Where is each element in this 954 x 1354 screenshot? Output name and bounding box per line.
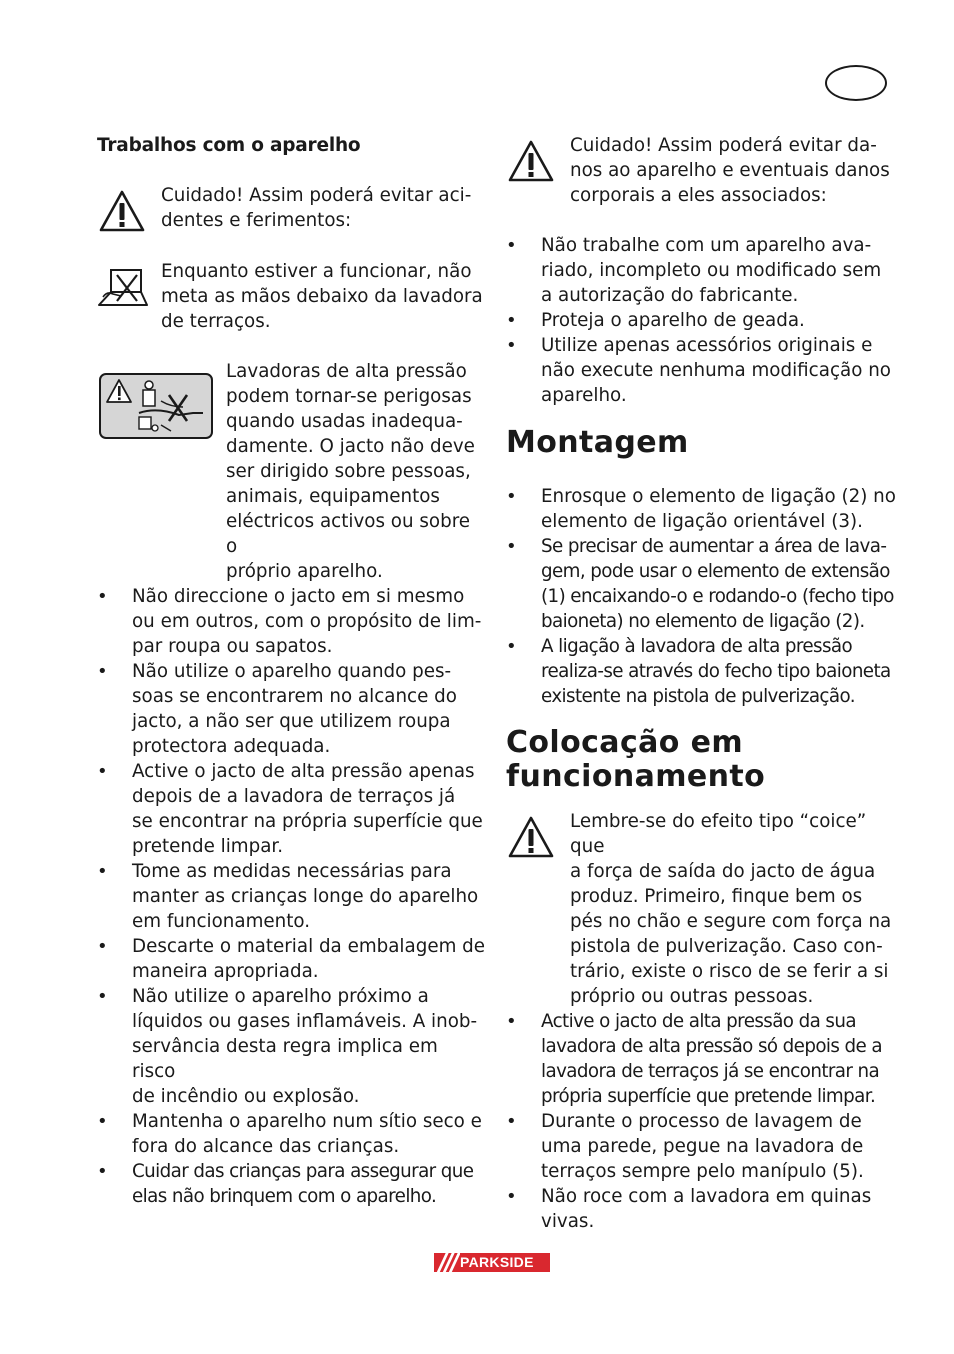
list-item: • Active o jacto de alta pressão apenas depois de a lavadora de terraços já se encontrar na própria superfície que pretende limpar. (97, 759, 487, 859)
list-item: • Enrosque o elemento de ligação (2) no elemento de ligação orientável (3). (506, 484, 896, 534)
recoil-warning-text: Lembre-se do efeito tipo “coice” que a força de saída do jacto de água produz. Primeiro, finque bem os pés no chão e segure com força na pistola de pulverização. Caso con- trário, existe o risco de se ferir a si próprio ou outras pessoas. (570, 811, 892, 1007)
list-item: • Não trabalhe com um aparelho ava- riado, incompleto ou modificado sem a autorização do fabricante. (506, 233, 896, 308)
list-item: • Cuidar das crianças para assegurar que elas não brinquem com o aparelho. (97, 1159, 487, 1209)
list-item: • Mantenha o aparelho num sítio seco e fora do alcance das crianças. (97, 1109, 487, 1159)
no-hands-under-icon (97, 267, 149, 309)
list-item: • Tome as medidas necessárias para manter as crianças longe do aparelho em funcionamento. (97, 859, 487, 934)
section-subheading: Trabalhos com o aparelho (97, 135, 361, 156)
warning-triangle-icon (507, 815, 555, 859)
device-care-list (506, 233, 896, 408)
colocacao-list (506, 1009, 896, 1234)
list-item: • Não direccione o jacto em si mesmo ou em outros, com o propósito de lim- par roupa ou sapatos. (97, 584, 487, 659)
list-item: • A ligação à lavadora de alta pressão realiza-se através do fecho tipo baioneta existente na pistola de pulverização. (506, 634, 896, 709)
list-item: • Durante o processo de lavagem de uma parede, pegue na lavadora de terraços sempre pelo manípulo (5). (506, 1109, 896, 1184)
list-item: • Não utilize o aparelho próximo a líquidos ou gases inflamáveis. A inob- servância desta regra implica em risco de incêndio ou explosão. (97, 984, 487, 1109)
list-item: • Utilize apenas acessórios originais e não execute nenhuma modificação no aparelho. (506, 333, 896, 408)
list-item: • Não roce com a lavadora em quinas vivas. (506, 1184, 896, 1234)
montagem-list (506, 484, 896, 709)
accident-warning-text: Cuidado! Assim poderá evitar aci- dentes e ferimentos: (161, 185, 472, 231)
list-item: • Se precisar de aumentar a área de lava- gem, pode usar o elemento de extensão (1) encaixando-o e rodando-o (fecho tipo baioneta) no elemento de ligação (2). (506, 534, 896, 634)
logo-stripes-icon (434, 1253, 460, 1272)
high-pressure-warning-text: Lavadoras de alta pressão podem tornar-se perigosas quando usadas inadequa- damente. O jacto não deve ser dirigido sobre pessoas, animais, equipamentos eléctricos activos ou sobre o próprio aparelho. (226, 361, 475, 582)
section-title-montagem: Montagem (506, 425, 689, 460)
safety-list (97, 584, 487, 1209)
list-item: • Não utilize o aparelho quando pes- soas se encontrarem no alcance do jacto, a não ser que utilizem roupa protectora adequada. (97, 659, 487, 759)
list-item: • Descarte o material da embalagem de maneira apropriada. (97, 934, 487, 984)
brand-name: PARKSIDE (460, 1254, 534, 1270)
warning-triangle-icon (507, 139, 555, 183)
parkside-logo (434, 1253, 550, 1272)
language-badge (825, 65, 887, 101)
list-item: • Active o jacto de alta pressão da sua lavadora de alta pressão só depois de a lavadora de terraços já se encontrar na própria superfície que pretende limpar. (506, 1009, 896, 1109)
device-damage-warning-text: Cuidado! Assim poderá evitar da- nos ao aparelho e eventuais danos corporais a eles associados: (570, 135, 890, 206)
list-item: • Proteja o aparelho de geada. (506, 308, 896, 333)
section-title-colocacao: Colocação em funcionamento (506, 725, 766, 794)
hands-warning-text: Enquanto estiver a funcionar, não meta as mãos debaixo da lavadora de terraços. (161, 261, 483, 332)
warning-triangle-icon (98, 189, 146, 233)
high-pressure-warning-icon (99, 373, 213, 439)
